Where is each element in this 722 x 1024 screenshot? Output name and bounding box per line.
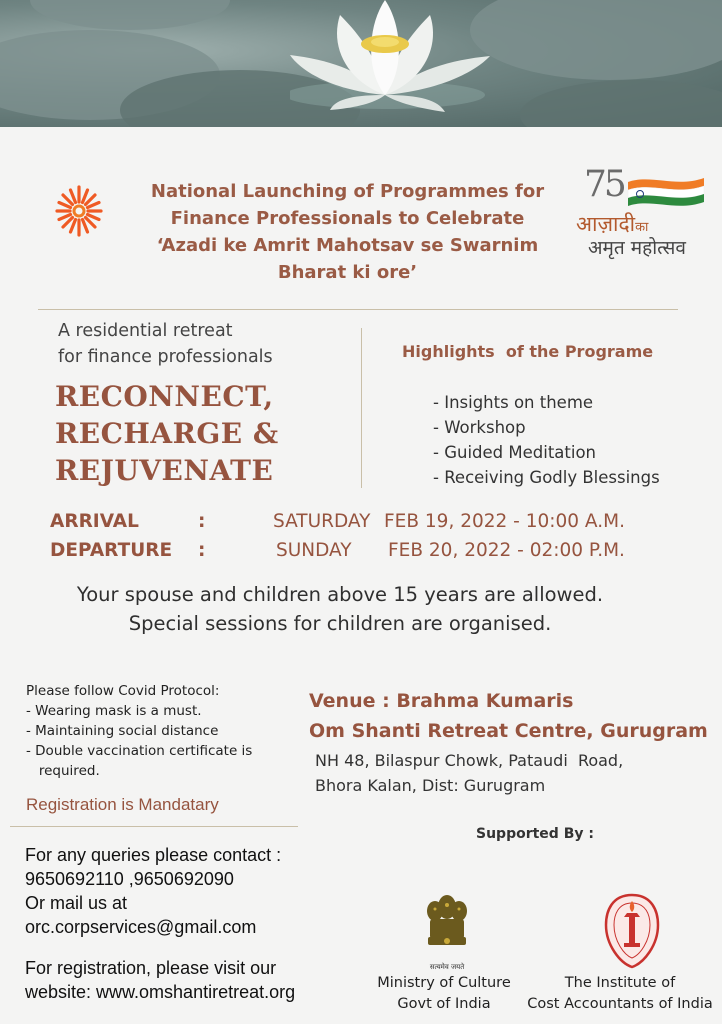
contact-line: For any queries please contact : [25,845,282,865]
brahma-kumaris-logo-icon [54,180,104,242]
tagline-line: REJUVENATE [55,454,274,487]
tagline-line: RECONNECT, [55,380,274,413]
org-line: Ministry of Culture [377,975,511,991]
org-icai [520,973,720,1015]
intro-line: A residential retreat [58,321,233,341]
departure-label-text: DEPARTURE [50,540,173,561]
title-line: National Launching of Programmes for [150,181,545,202]
venue-line: Om Shanti Retreat Centre, Gurugram [309,720,708,742]
divider [38,309,678,310]
family-notice [0,580,680,638]
arrival-label-text: ARRIVAL [50,511,139,532]
page-title [140,178,555,286]
list-item: - Workshop [433,418,526,437]
highlights-heading: Highlights of the Programe [402,342,654,361]
intro-line: for finance professionals [58,347,273,367]
arrival-label [50,511,139,532]
org-line: Govt of India [397,996,491,1012]
title-line: Bharat ki ore’ [277,262,418,283]
venue-line: Venue : Brahma Kumaris [309,690,574,712]
registration-info [25,956,295,1004]
colon: : [198,511,206,532]
divider [10,826,298,827]
logo-hindi-line1: आज़ादी [576,212,636,236]
title-line: ‘Azadi ke Amrit Mahotsav se Swarnim [156,235,539,256]
list-item: - Maintaining social distance [26,723,219,739]
departure-label [50,540,172,561]
departure-date-time: FEB 20, 2022 - 02:00 P.M. [388,540,625,561]
colon: : [198,540,206,561]
logo-hindi-ka: का [635,220,649,235]
covid-protocol [26,681,252,781]
list-item: - Guided Meditation [433,443,597,462]
list-item: required. [26,763,100,779]
arrival-day: SATURDAY [273,511,371,532]
notice-line: Special sessions for children are organised. [128,612,552,635]
list-item: - Receiving Godly Blessings [433,468,660,487]
contact-line: Or mail us at [25,893,128,913]
contact-info [25,843,281,939]
venue [309,686,708,746]
departure-day: SUNDAY [276,540,352,561]
register-line: For registration, please visit our [25,958,277,978]
icai-logo-icon [604,893,660,969]
registration-note: Registration is Mandatary [26,795,219,814]
tagline [55,378,279,489]
org-ministry-of-culture [370,973,518,1015]
tricolour-flag-icon [626,174,706,214]
venue-address [315,748,623,798]
highlights-list [433,390,660,490]
emblem-motto: सत्यमेव जयते [429,963,465,971]
vertical-divider [361,328,362,488]
lotus-flower-icon [290,0,490,127]
list-item: - Double vaccination certificate is [26,743,253,759]
logo-hindi-line2: अमृत महोत्सव [588,237,686,259]
contact-email-link[interactable]: orc.corpservices@gmail.com [25,917,257,937]
intro-text [58,318,273,370]
register-website-link[interactable]: website: www.omshantiretreat.org [25,982,296,1002]
list-item: - Wearing mask is a must. [26,703,202,719]
national-emblem-icon [424,893,470,961]
azadi-ka-amrit-mahotsav-logo [572,166,718,264]
address-line: Bhora Kalan, Dist: Gurugram [315,776,546,795]
contact-phones[interactable]: 9650692110 ,9650692090 [25,869,234,889]
address-line: NH 48, Bilaspur Chowk, Pataudi Road, [315,751,624,770]
hero-lotus-image [0,0,722,127]
arrival-colon [198,511,205,532]
arrival-date-time: FEB 19, 2022 - 10:00 A.M. [384,511,625,532]
departure-colon [198,540,205,561]
covid-heading: Please follow Covid Protocol: [26,683,220,699]
title-line: Finance Professionals to Celebrate [170,208,525,229]
list-item: - Insights on theme [433,393,594,412]
notice-line: Your spouse and children above 15 years are allowed. [76,583,604,606]
tagline-line: RECHARGE & [55,417,279,450]
logo-number: 75 [584,164,624,205]
org-line: Cost Accountants of India [527,996,713,1012]
supported-by-label: Supported By : [476,826,594,842]
org-line: The Institute of [564,975,676,991]
